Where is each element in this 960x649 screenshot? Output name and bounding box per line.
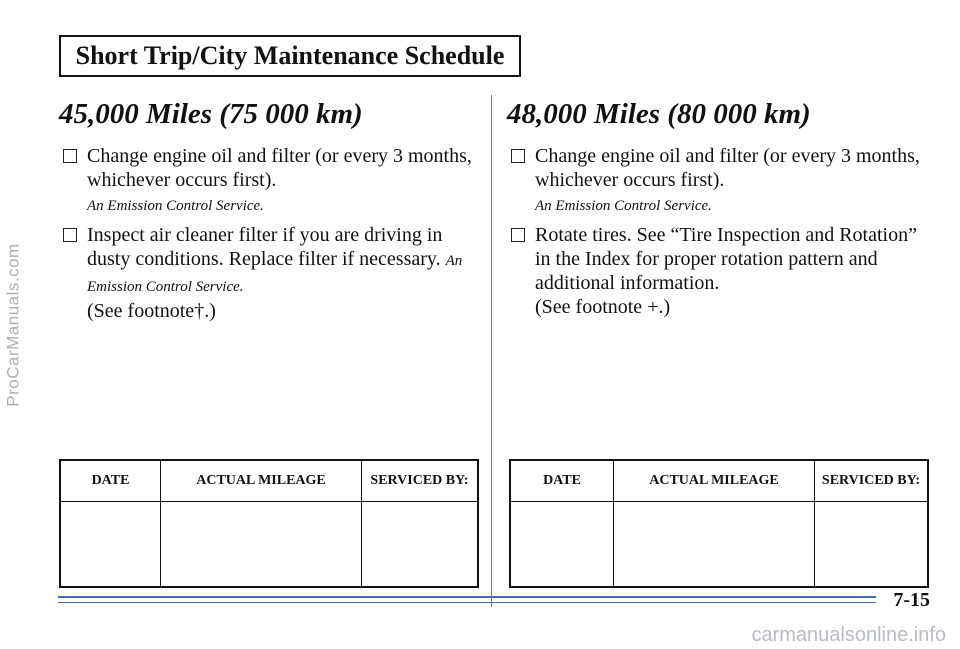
interval-48000-heading: 48,000 Miles (80 000 km) [507, 98, 811, 130]
item-text: Inspect air cleaner filter if you are driving in dusty conditions. Replace filter if necessary. [87, 224, 443, 270]
serviced-by-header: SERVICED BY: [362, 460, 479, 502]
footer-rule [58, 596, 876, 598]
date-header: DATE [60, 460, 161, 502]
footnote-reference: (See footnote +.) [535, 296, 671, 318]
mileage-header: ACTUAL MILEAGE [614, 460, 815, 502]
mileage-cell[interactable] [161, 502, 362, 588]
checkbox-icon[interactable] [63, 228, 77, 242]
item-text: Change engine oil and filter (or every 3 months, whichever occurs first). [535, 145, 920, 191]
mileage-cell[interactable] [614, 502, 815, 588]
footnote-reference: (See footnote†.) [87, 300, 216, 322]
checkbox-icon[interactable] [63, 149, 77, 163]
checklist-item-oil-change [59, 144, 479, 217]
interval-48000-column [507, 96, 927, 325]
date-cell[interactable] [510, 502, 614, 588]
interval-45000-heading: 45,000 Miles (75 000 km) [59, 98, 363, 130]
column-divider [491, 95, 492, 607]
service-log-table-45000 [59, 459, 479, 588]
section-title: Short Trip/City Maintenance Schedule [59, 35, 521, 77]
side-watermark [0, 0, 28, 649]
item-text: Rotate tires. See “Tire Inspection and Rotation” in the Index for proper rotation pattern and additional information. [535, 224, 917, 294]
checkbox-icon[interactable] [511, 149, 525, 163]
serviced-by-cell[interactable] [815, 502, 929, 588]
item-text: Change engine oil and filter (or every 3 months, whichever occurs first). [87, 145, 472, 191]
service-log-table-48000 [509, 459, 929, 588]
checkbox-icon[interactable] [511, 228, 525, 242]
emission-note: An Emission Control Service. [535, 198, 712, 214]
checklist-item-air-filter [59, 223, 479, 323]
footer-rule [58, 602, 876, 603]
date-header: DATE [510, 460, 614, 502]
emission-note: An Emission Control Service. [87, 253, 463, 295]
interval-45000-column [59, 96, 479, 329]
page-number: 7-15 [893, 589, 930, 611]
emission-note: An Emission Control Service. [87, 198, 264, 214]
checklist-item-oil-change [507, 144, 927, 217]
side-watermark-text: ProCarManuals.com [4, 242, 24, 407]
checklist-item-rotate-tires [507, 223, 927, 319]
bottom-watermark: carmanualsonline.info [751, 624, 946, 646]
date-cell[interactable] [60, 502, 161, 588]
serviced-by-cell[interactable] [362, 502, 479, 588]
mileage-header: ACTUAL MILEAGE [161, 460, 362, 502]
serviced-by-header: SERVICED BY: [815, 460, 929, 502]
